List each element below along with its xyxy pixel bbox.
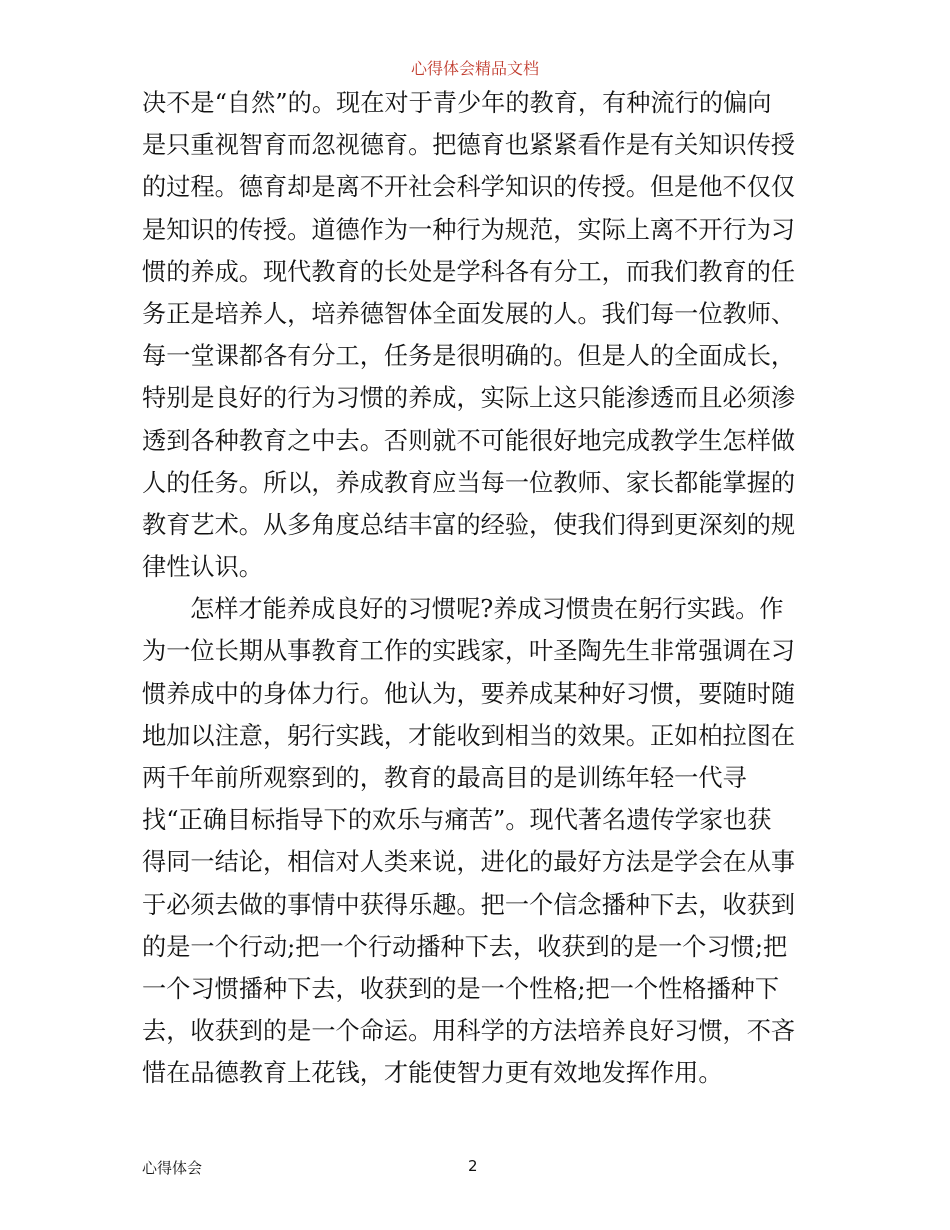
paragraph-start-line: 怎样才能养成良好的习惯呢?养成习惯贵在躬行实践。作 <box>190 595 784 624</box>
body-line: 人的任务。所以，养成教育应当每一位教师、家长都能掌握的 <box>142 468 796 497</box>
body-line: 找“正确目标指导下的欢乐与痛苦”。现代著名遗传学家也获 <box>142 806 772 835</box>
page-number: 2 <box>468 1157 478 1175</box>
body-line: 为一位长期从事教育工作的实践家，叶圣陶先生非常强调在习 <box>142 637 796 666</box>
body-line: 惯养成中的身体力行。他认为，要养成某种好习惯，要随时随 <box>142 679 796 708</box>
body-line: 决不是“自然”的。现在对于青少年的教育，有种流行的偏向 <box>142 89 772 117</box>
footer-label: 心得体会 <box>142 1159 203 1177</box>
body-line: 去，收获到的是一个命运。用科学的方法培养良好习惯，不吝 <box>142 1017 796 1046</box>
body-line: 务正是培养人，培养德智体全面发展的人。我们每一位教师、 <box>142 299 796 328</box>
body-line: 得同一结论，相信对人类来说，进化的最好方法是学会在从事 <box>142 848 796 877</box>
body-line: 惯的养成。现代教育的长处是学科各有分工，而我们教育的任 <box>142 257 796 286</box>
body-line: 是只重视智育而忽视德育。把德育也紧紧看作是有关知识传授 <box>142 131 796 160</box>
body-line: 是知识的传授。道德作为一种行为规范，实际上离不开行为习 <box>142 215 796 244</box>
document-body <box>142 82 812 1095</box>
body-line: 一个习惯播种下去，收获到的是一个性格;把一个性格播种下 <box>142 974 780 1003</box>
body-line: 律性认识。 <box>142 553 263 582</box>
body-line: 特别是良好的行为习惯的养成，实际上这只能渗透而且必须渗 <box>142 384 796 413</box>
body-line: 惜在品德教育上花钱，才能使智力更有效地发挥作用。 <box>142 1059 723 1088</box>
body-line: 透到各种教育之中去。否则就不可能很好地完成教学生怎样做 <box>142 426 796 455</box>
document-header-title: 心得体会精品文档 <box>410 59 539 78</box>
body-line: 两千年前所观察到的，教育的最高目的是训练年轻一代寻 <box>142 764 747 792</box>
body-line: 教育艺术。从多角度总结丰富的经验，使我们得到更深刻的规 <box>142 510 796 539</box>
body-line: 的是一个行动;把一个行动播种下去，收获到的是一个习惯;把 <box>142 932 788 961</box>
body-line: 地加以注意，躬行实践，才能收到相当的效果。正如柏拉图在 <box>142 721 796 750</box>
body-line: 每一堂课都各有分工，任务是很明确的。但是人的全面成长， <box>142 342 796 371</box>
body-line: 的过程。德育却是离不开社会科学知识的传授。但是他不仅仅 <box>142 173 796 202</box>
body-line: 于必须去做的事情中获得乐趣。把一个信念播种下去，收获到 <box>142 890 796 919</box>
